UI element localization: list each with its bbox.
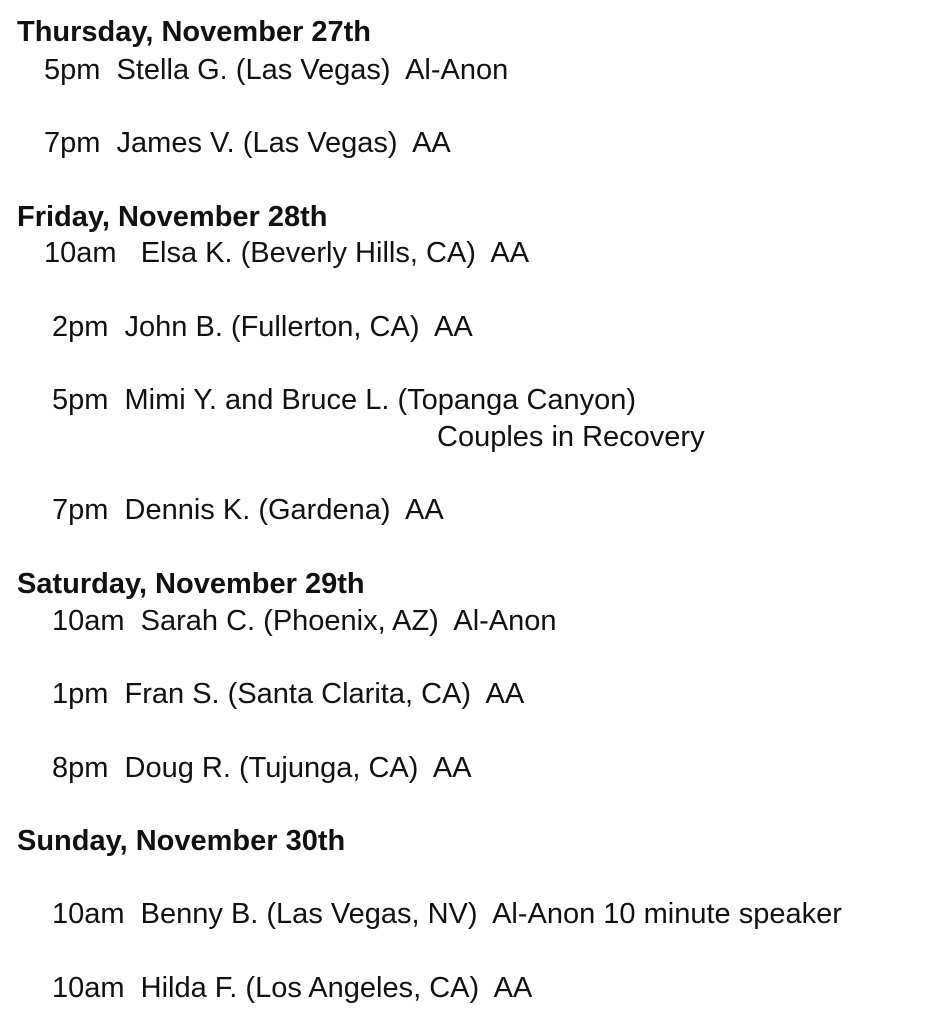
schedule-entry: 10am Hilda F. (Los Angeles, CA) AA [52,972,533,1004]
schedule-entry: 10am Sarah C. (Phoenix, AZ) Al-Anon [52,605,557,637]
day-heading-sunday: Sunday, November 30th [17,825,346,857]
schedule-entry: 7pm Dennis K. (Gardena) AA [52,494,444,526]
day-heading-saturday: Saturday, November 29th [17,568,365,600]
schedule-entry: 1pm Fran S. (Santa Clarita, CA) AA [52,678,525,710]
schedule-entry: 10am Benny B. (Las Vegas, NV) Al-Anon 10 minute speaker [52,898,842,930]
schedule-entry: 5pm Mimi Y. and Bruce L. (Topanga Canyon) [52,384,637,416]
day-heading-thursday: Thursday, November 27th [17,16,372,48]
schedule-entry: 8pm Doug R. (Tujunga, CA) AA [52,752,472,784]
schedule-entry: 10am Elsa K. (Beverly Hills, CA) AA [44,237,530,269]
schedule-entry: 2pm John B. (Fullerton, CA) AA [52,311,473,343]
schedule-entry-continuation: Couples in Recovery [437,421,705,453]
schedule-entry: 7pm James V. (Las Vegas) AA [44,127,451,159]
schedule-entry: 5pm Stella G. (Las Vegas) Al-Anon [44,54,509,86]
day-heading-friday: Friday, November 28th [17,201,328,233]
